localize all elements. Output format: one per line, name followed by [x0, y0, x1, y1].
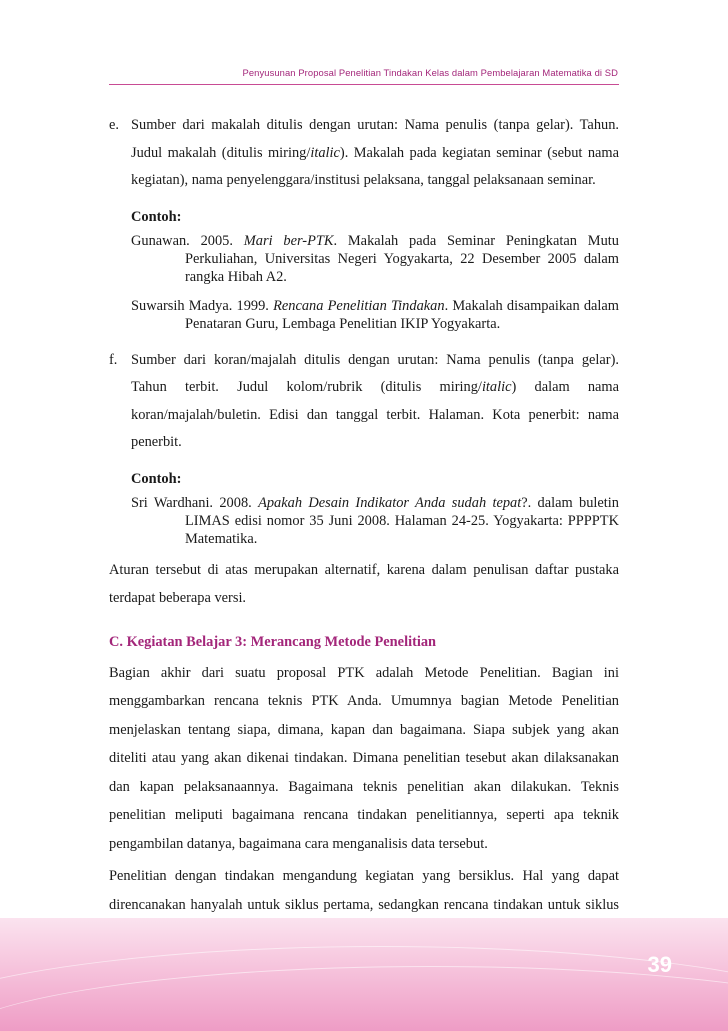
example-block-f — [109, 470, 619, 548]
footer-decoration — [0, 918, 728, 1031]
closing-paragraph: Aturan tersebut di atas merupakan alternatif, karena dalam penulisan daftar pustaka terdapat beberapa versi. — [109, 561, 619, 606]
list-item-e — [109, 112, 619, 195]
running-header: Penyusunan Proposal Penelitian Tindakan Kelas dalam Pembelajaran Matematika di SD — [242, 67, 618, 78]
body-paragraph: Bagian akhir dari suatu proposal PTK adalah Metode Penelitian. Bagian ini menggambarkan rencana teknis PTK Anda. Umumnya bagian Metode Penelitian menjelaskan tentang siapa, dimana, kapan dan bagaimana. Siapa subjek yang akan diteliti atau yang akan dikenai tindakan. Dimana penelitian tesebut akan dilaksanakan dan kapan pelaksanaannya. Bagaimana teknis penelitian akan dilakukan. Teknis penelitian meliputi bagaimana rencana tindakan penelitiannya, seperti apa teknik pengambilan datanya, bagaimana cara menganalisis data tersebut. — [109, 664, 619, 852]
body-paragraph: Penelitian dengan tindakan mengandung kegiatan yang bersiklus. Hal yang dapat direncanakan hanyalah untuk siklus pertama, sedangkan rencana tindakan untuk siklus — [109, 868, 619, 913]
list-marker: f. — [109, 351, 118, 368]
reference-entry: Gunawan. 2005. Mari ber-PTK. Makalah pada Seminar Peningkatan Mutu Perkuliahan, Universitas Negeri Yogyakarta, 22 Desember 2005 dalam rangka Hibah A2. — [131, 232, 619, 285]
example-label: Contoh: — [131, 470, 182, 487]
header-divider — [109, 84, 619, 85]
example-label: Contoh: — [131, 208, 182, 225]
example-block-e — [109, 208, 619, 333]
page-content — [109, 112, 619, 948]
list-item-f — [109, 347, 619, 457]
section-heading: C. Kegiatan Belajar 3: Merancang Metode Penelitian — [109, 633, 437, 650]
list-item-text: Sumber dari makalah ditulis dengan urutan: Nama penulis (tanpa gelar). Tahun. Judul makalah (ditulis miring/italic). Makalah pada kegiatan seminar (sebut nama kegiatan), nama penyelenggara/institusi pelaksana, tanggal pelaksanaan seminar. — [131, 117, 619, 188]
list-item-text: Sumber dari koran/majalah ditulis dengan urutan: Nama penulis (tanpa gelar). Tahun terbit. Judul kolom/rubrik (ditulis miring/italic) dalam nama koran/majalah/buletin. Edisi dan tanggal terbit. Halaman. Kota penerbit: nama penerbit. — [131, 351, 620, 450]
page-number: 39 — [647, 952, 672, 977]
list-marker: e. — [109, 117, 119, 133]
reference-entry: Sri Wardhani. 2008. Apakah Desain Indikator Anda sudah tepat?. dalam buletin LIMAS edisi nomor 35 Juni 2008. Halaman 24-25. Yogyakarta: PPPPTK Matematika. — [131, 494, 619, 547]
reference-entry: Suwarsih Madya. 1999. Rencana Penelitian Tindakan. Makalah disampaikan dalam Penataran Guru, Lembaga Penelitian IKIP Yogyakarta. — [131, 297, 619, 332]
